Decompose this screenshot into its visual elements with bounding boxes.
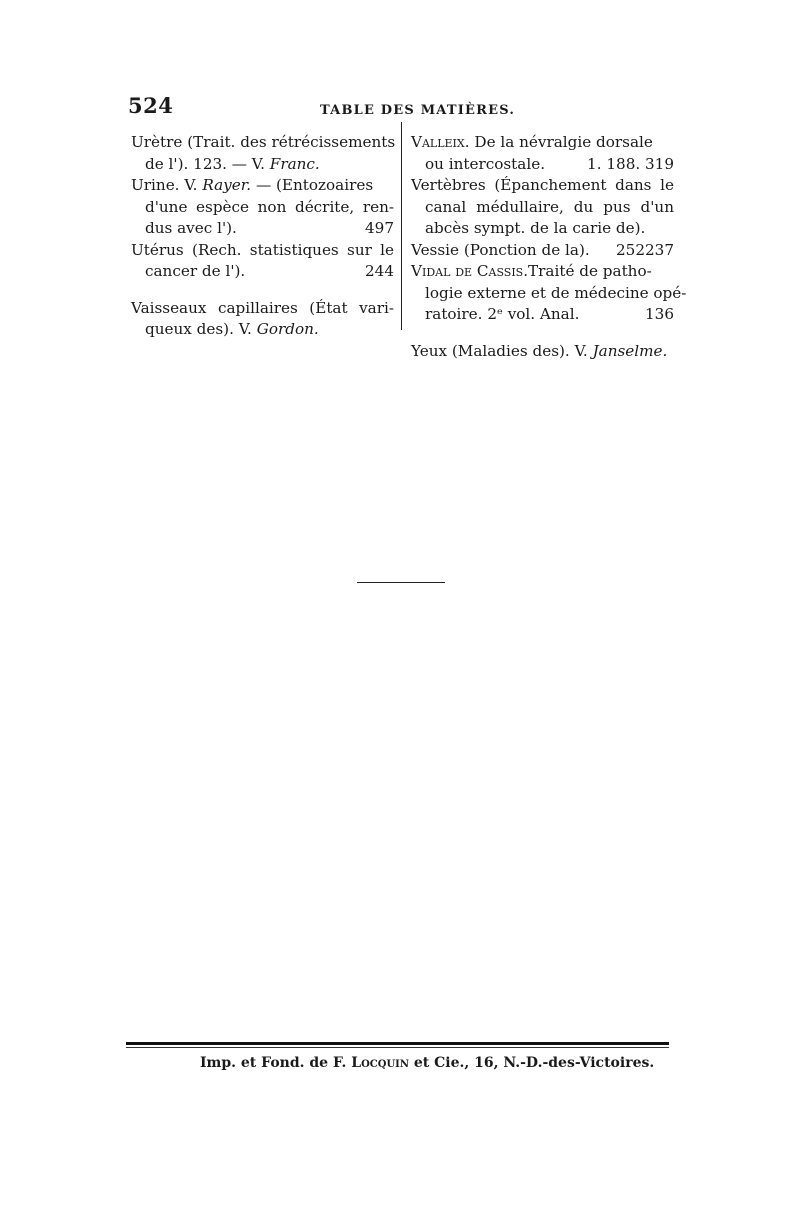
author-name: Valleix. [411, 133, 470, 151]
entry-line: Utérus (Rech. statistiques sur le [131, 240, 394, 259]
page-reference: 497 [365, 219, 394, 237]
index-entry-valleix [411, 132, 674, 175]
cross-reference: Rayer. [202, 176, 252, 194]
entry-line: abcès sympt. de la carie de). 237 [411, 218, 674, 240]
index-entry-uretre [131, 132, 394, 175]
entry-line: logie externe et de médecine opé- [425, 283, 687, 302]
entry-line: Valleix. De la névralgie dorsale [411, 133, 653, 151]
entry-line: de l'). 123. — V. Franc. [145, 154, 320, 173]
entry-line: Vidal de Cassis.Traité de patho- [411, 262, 652, 280]
index-entry-urine [131, 175, 394, 240]
cross-reference: Gordon. [256, 320, 319, 338]
entry-line: ou intercostale. 1. 188. 319 [411, 154, 674, 176]
page-reference: 1. 188. 319 [587, 154, 674, 173]
printer-imprint: Imp. et Fond. de F. Locquin et Cie., 16, N.-D.-des-Victoires. [200, 1055, 655, 1071]
entry-line: Vertèbres (Épanchement dans le [411, 176, 674, 194]
column-divider [401, 122, 402, 330]
running-title: TABLE DES MATIÈRES. [320, 103, 516, 118]
entry-line: Vessie (Ponction de la). 252 [411, 240, 674, 262]
index-column-left [131, 132, 394, 341]
page-number: 524 [128, 93, 174, 118]
entry-line: d'une espèce non décrite, ren- [145, 197, 394, 216]
footer-rule [126, 1042, 669, 1045]
entry-line: queux des). V. Gordon. [145, 320, 319, 338]
index-entry-vessie [411, 240, 674, 262]
page-reference: 136 [645, 305, 674, 323]
index-entry-uterus [131, 240, 394, 283]
entry-line: Urètre (Trait. des rétrécissements [131, 133, 396, 151]
index-entry-vidal [411, 261, 687, 326]
author-name: Vidal de Cassis. [411, 262, 529, 280]
printer-name: Locquin [351, 1055, 409, 1071]
entry-line: canal médullaire, du pus d'un [425, 197, 674, 216]
page-reference: 244 [365, 262, 394, 280]
cross-reference: Franc. [269, 154, 320, 173]
entry-line: Yeux (Maladies des). V. Janselme. [411, 341, 668, 360]
index-column-right [411, 132, 687, 362]
entry-line: ratoire. 2ᵉ vol. Anal. 136 [411, 304, 674, 326]
page-reference: 252 [616, 240, 645, 259]
page-reference: 237 [645, 240, 674, 259]
entry-line: cancer de l'). 244 [131, 261, 394, 283]
cross-reference: Janselme. [592, 341, 668, 360]
entry-line: dus avec l'). 497 [131, 218, 394, 240]
entry-line: Urine. V. Rayer. — (Entozoaires [131, 176, 374, 194]
index-entry-yeux [411, 341, 674, 363]
entry-line: Vaisseaux capillaires (État vari- [131, 298, 394, 317]
end-rule [357, 582, 445, 583]
footer-rule-thin [126, 1047, 669, 1048]
index-entry-vaisseaux [131, 298, 394, 341]
